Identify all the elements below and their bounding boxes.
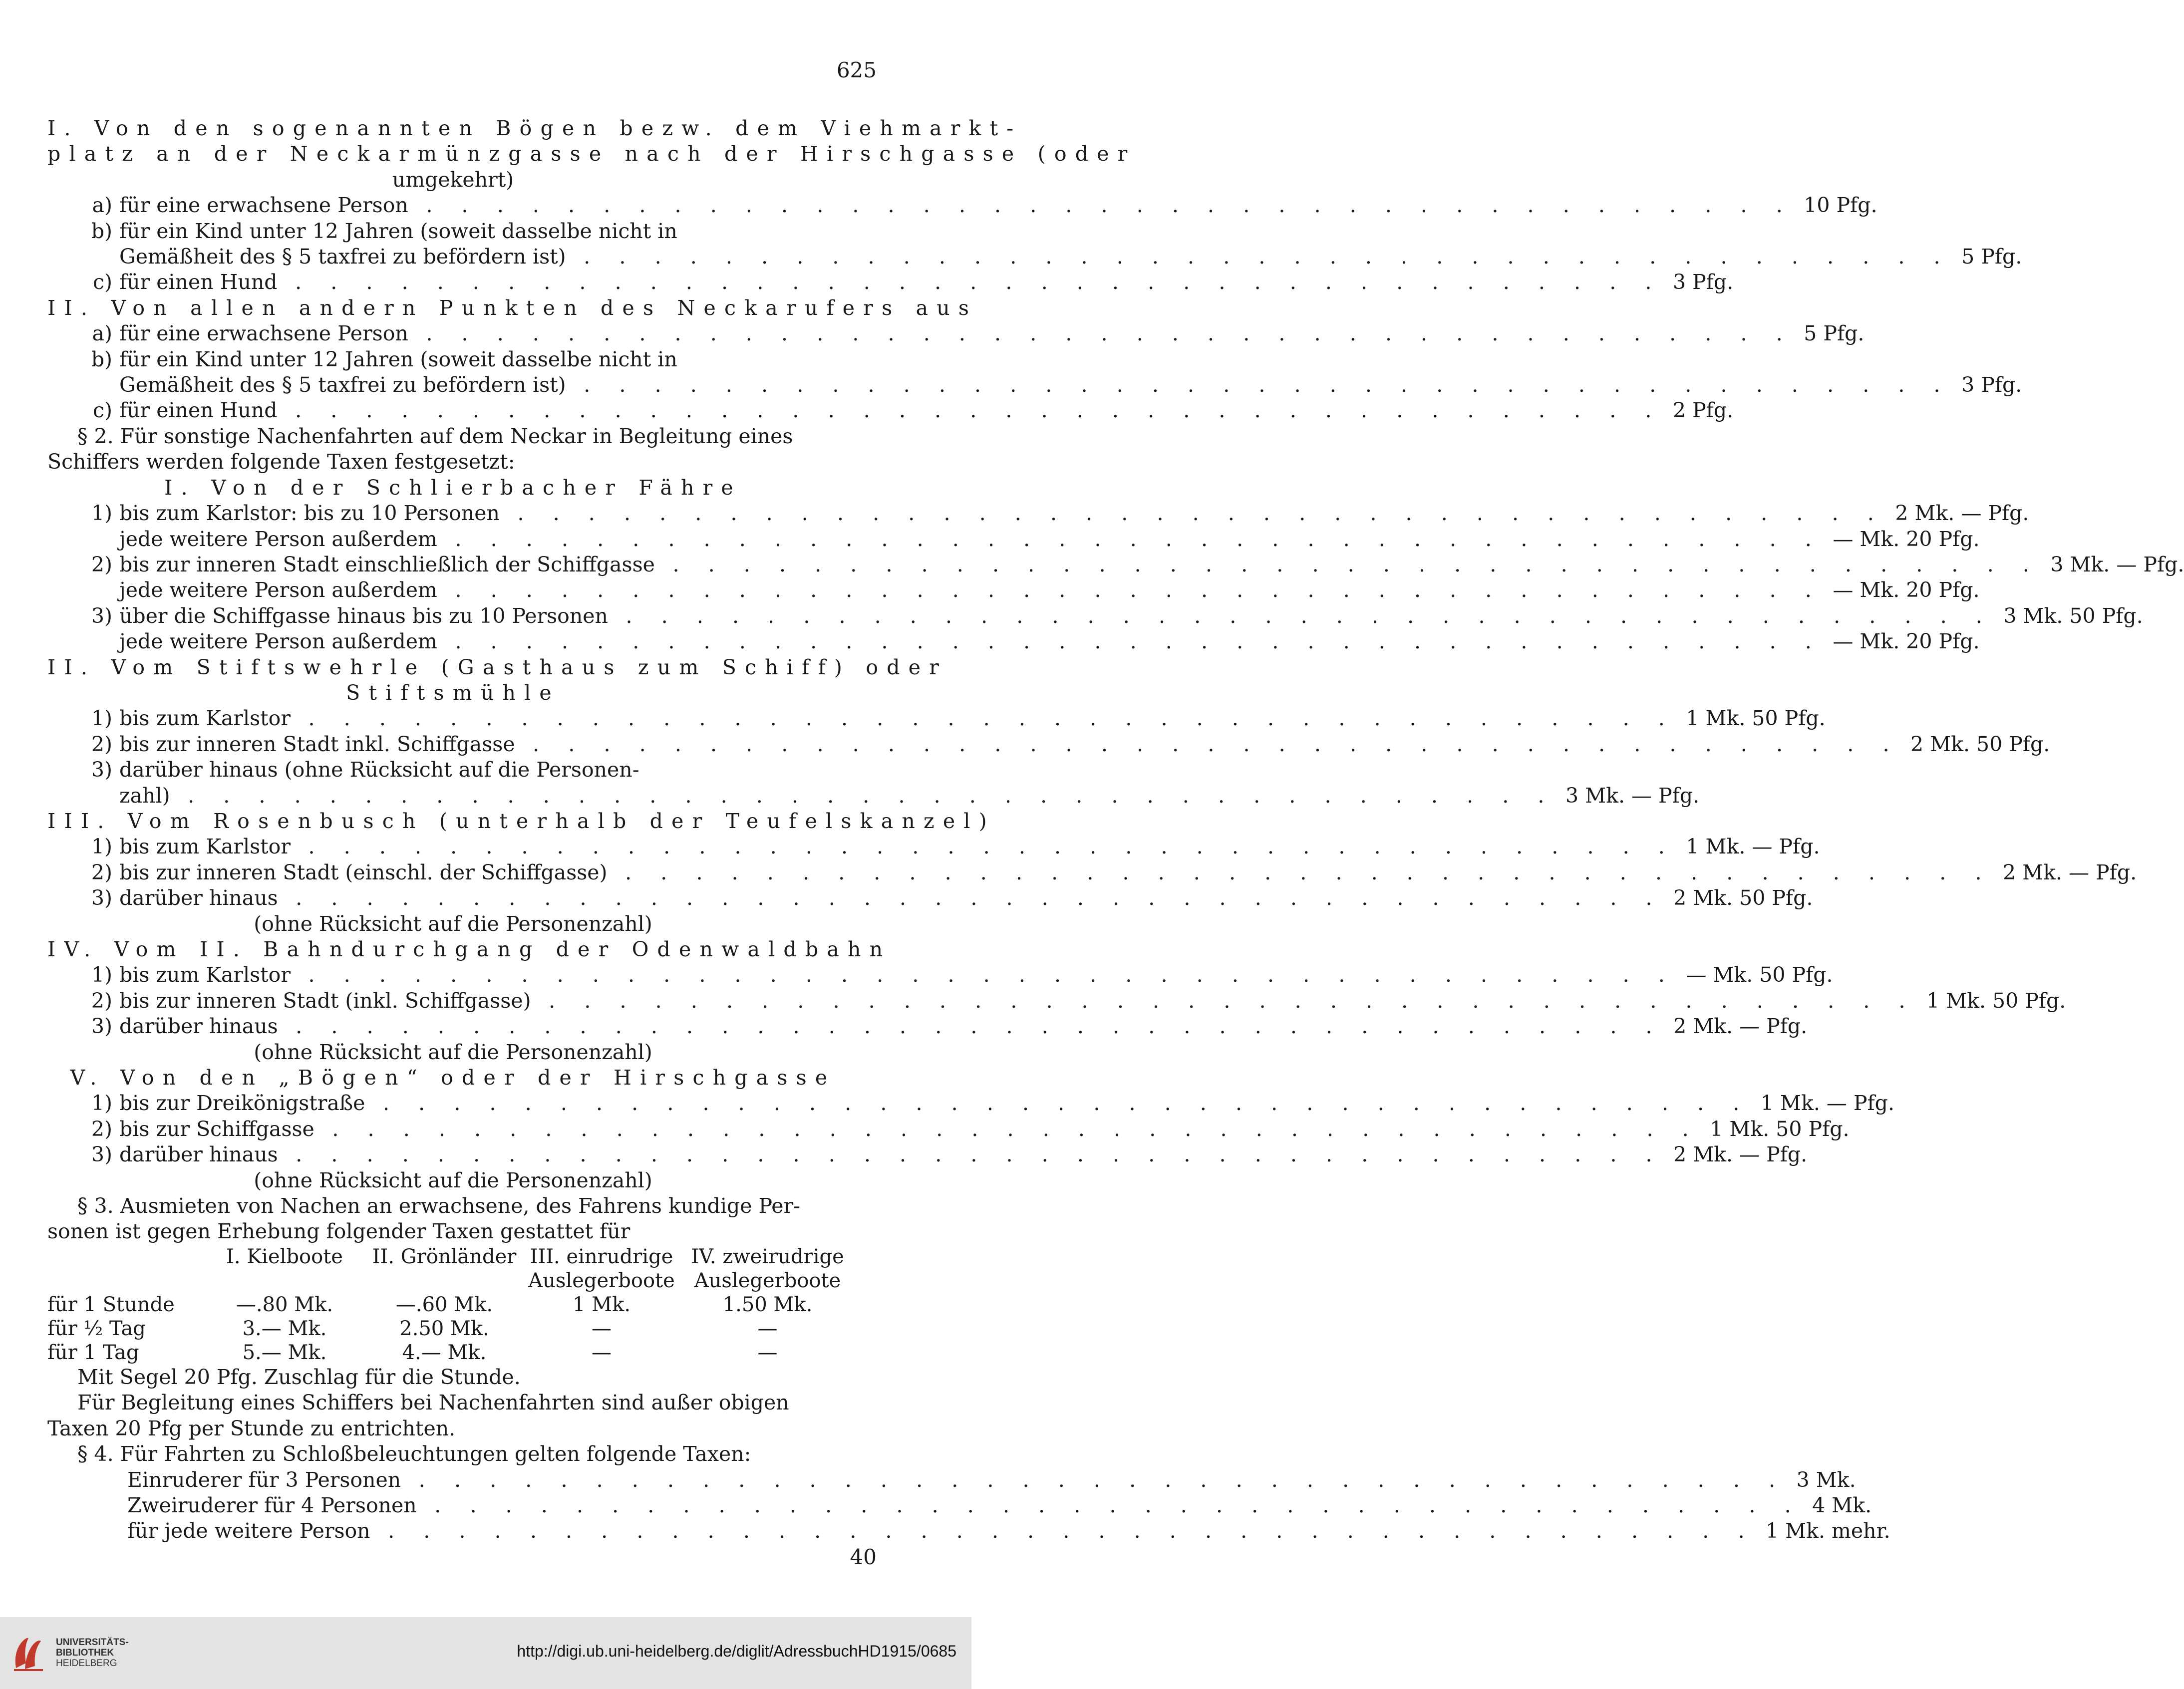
fare-row-text: bis zum Karlstor . . .	[119, 962, 1676, 988]
group-heading: II. Vom Stiftswehrle (Gasthaus zum Schiff) oder	[47, 655, 948, 679]
fare-row-text: bis zum Karlstor . . .	[119, 834, 1676, 859]
fare-row-value: 2 Mk. 50 Pfg.	[1673, 886, 1813, 910]
fare-row-text: darüber hinaus . . .	[119, 885, 1663, 911]
fare-row-label: 1)	[91, 963, 112, 987]
fare-row-text: bis zum Karlstor: bis zu 10 Personen . . .	[119, 501, 1885, 526]
fare-row	[47, 706, 1826, 731]
fare-row-label: 2)	[91, 732, 112, 756]
fare-row-label: 3)	[91, 758, 112, 782]
table-cell: 5.— Mk.	[242, 1341, 327, 1364]
section3-intro-line2: sonen ist gegen Erhebung folgender Taxen gestattet für	[47, 1219, 630, 1244]
page-content	[47, 116, 2184, 1544]
group-note: (ohne Rücksicht auf die Personenzahl)	[254, 911, 652, 936]
fare-row-value: — Mk. 20 Pfg.	[1833, 527, 1980, 551]
fare-row-label: 1)	[91, 835, 112, 859]
fare-row-label: 3)	[91, 886, 112, 910]
fare-row-value: 2 Mk. — Pfg.	[2003, 860, 2137, 884]
fare-row-label: 1)	[91, 1091, 112, 1116]
table-cell: —	[592, 1317, 612, 1340]
section2-intro-line2: Schiffers werden folgende Taxen festgesetzt:	[47, 450, 515, 474]
fare-row	[47, 732, 2050, 757]
heading-II: II. Von allen andern Punkten des Neckarufers aus	[47, 295, 978, 320]
fare-row-value: — Mk. 20 Pfg.	[1833, 629, 1980, 654]
fare-row-text: bis zum Karlstor . . .	[119, 706, 1676, 731]
section2-intro-line1: § 2. Für sonstige Nachenfahrten auf dem Neckar in Begleitung eines	[77, 424, 793, 448]
table-header-sub: Auslegerboote	[528, 1269, 675, 1292]
fare-row	[47, 577, 1980, 603]
table-header	[47, 1245, 207, 1269]
fare-row-label: 2)	[91, 552, 112, 576]
fare-row-text: jede weitere Person außerdem . . .	[119, 577, 1823, 603]
table-cell: —	[757, 1317, 778, 1340]
fare-row	[47, 1518, 1890, 1544]
fare-row	[47, 1467, 1856, 1493]
table-cell: für ½ Tag	[47, 1317, 146, 1340]
fare-row-text: bis zur inneren Stadt einschließlich der Schiffgasse . . .	[119, 552, 2040, 577]
fare-row-label: 3)	[91, 603, 112, 628]
table-cell: für 1 Stunde	[47, 1293, 175, 1316]
table-cell: 2.50 Mk.	[399, 1317, 489, 1340]
fare-row: b) für ein Kind unter 12 Jahren (soweit dasselbe nicht in	[91, 219, 677, 243]
source-url-link[interactable]: http://digi.ub.uni-heidelberg.de/diglit/AdressbuchHD1915/0685	[517, 1642, 956, 1660]
rental-table	[47, 1245, 859, 1365]
fare-row-value: 1 Mk. mehr.	[1766, 1519, 1890, 1543]
fare-row-text: bis zur Dreikönigstraße . . .	[119, 1091, 1751, 1116]
table-header: I. Kielboote	[226, 1245, 343, 1268]
fare-row-value: 3 Mk. — Pfg.	[1565, 783, 1700, 808]
fare-row	[47, 962, 1833, 988]
fare-row	[47, 603, 2143, 629]
accompaniment-line1: Für Begleitung eines Schiffers bei Nachenfahrten sind außer obigen	[77, 1391, 789, 1415]
fare-row-text: über die Schiffgasse hinaus bis zu 10 Personen . . .	[119, 603, 1993, 629]
group-note: (ohne Rücksicht auf die Personenzahl)	[254, 1040, 652, 1064]
table-cell: 3.— Mk.	[242, 1317, 327, 1340]
fare-row-value: 2 Mk. — Pfg.	[1895, 501, 2029, 526]
section4-intro: § 4. Für Fahrten zu Schloßbeleuchtungen gelten folgende Taxen:	[77, 1442, 751, 1466]
fare-row-value: — Mk. 50 Pfg.	[1686, 963, 1833, 987]
fare-row-value: 3 Mk. — Pfg.	[2050, 552, 2184, 576]
section3-intro-line1: § 3. Ausmieten von Nachen an erwachsene, des Fahrens kundige Per-	[77, 1194, 800, 1218]
fare-row	[47, 552, 2184, 577]
table-cell: für 1 Tag	[47, 1341, 139, 1364]
fare-row-value: 1 Mk. — Pfg.	[1760, 1091, 1894, 1116]
fare-row-text: jede weitere Person außerdem . . .	[119, 629, 1823, 654]
fare-row-value: 3 Mk.	[1796, 1467, 1856, 1492]
group-heading: V. Von den „Bögen“ oder der Hirschgasse	[70, 1066, 836, 1090]
table-cell: 4.— Mk.	[402, 1341, 487, 1364]
sail-note: Mit Segel 20 Pfg. Zuschlag für die Stunde.	[77, 1365, 521, 1389]
table-cell: 1 Mk.	[572, 1293, 631, 1316]
fare-row-label: 1)	[91, 706, 112, 731]
fare-row	[47, 757, 859, 783]
fare-row-text: bis zur Schiffgasse . . .	[119, 1117, 1700, 1142]
fare-row-text: jede weitere Person außerdem . . .	[119, 527, 1823, 552]
table-header-sub	[207, 1269, 362, 1293]
fare-row	[47, 1091, 1894, 1116]
fare-row	[47, 527, 1980, 552]
fare-row	[47, 834, 1820, 859]
table-header-sub: Auslegerboote	[694, 1269, 841, 1292]
fare-row-value: 1 Mk. 50 Pfg.	[1686, 706, 1826, 731]
library-logo-icon	[11, 1633, 46, 1673]
fare-row	[47, 860, 2137, 885]
fare-row: c) für einen Hund . . . 3 Pfg.	[47, 270, 859, 295]
page-number-bottom: 40	[850, 1545, 877, 1569]
library-name: UNIVERSITÄTS- BIBLIOTHEK HEIDELBERG	[56, 1637, 129, 1669]
heading-I-line2: platz an der Neckarmünzgasse nach der Hirschgasse (oder	[47, 142, 1136, 166]
table-header-sub	[362, 1269, 527, 1293]
fare-row	[47, 501, 2029, 526]
fare-row-value: 1 Mk. 50 Pfg.	[1926, 988, 2066, 1013]
fare-row-label: 2)	[91, 988, 112, 1013]
fare-row-label: 2)	[91, 1117, 112, 1141]
fare-row-label: 2)	[91, 860, 112, 884]
fare-row-value: 2 Mk. 50 Pfg.	[1910, 732, 2050, 756]
fare-row-text: darüber hinaus . . .	[119, 1014, 1663, 1039]
fare-row-label: 3)	[91, 1142, 112, 1167]
fare-row-text: bis zur inneren Stadt (inkl. Schiffgasse) . . .	[119, 988, 1916, 1014]
section4-rows	[47, 1467, 1890, 1544]
fare-row-value: 3 Mk. 50 Pfg.	[2003, 603, 2143, 628]
fare-row-value: — Mk. 20 Pfg.	[1833, 578, 1980, 602]
fare-row-text: Einruderer für 3 Personen . . .	[127, 1467, 1787, 1493]
fare-row-value: 2 Mk. — Pfg.	[1673, 1142, 1808, 1167]
fare-row-text: darüber hinaus (ohne Rücksicht auf die Personen-	[119, 758, 639, 782]
fare-row-continuation: Gemäßheit des § 5 taxfrei zu befördern ist) . . . 3 Pfg.	[47, 372, 859, 398]
section2-groups	[47, 475, 2184, 1193]
heading-I-line3: umgekehrt)	[392, 167, 514, 192]
fare-row-value: 1 Mk. 50 Pfg.	[1710, 1117, 1850, 1141]
fare-row	[47, 1117, 1850, 1142]
fare-row	[47, 1493, 1872, 1518]
group-note: (ohne Rücksicht auf die Personenzahl)	[254, 1168, 652, 1192]
fare-row	[47, 1014, 1808, 1039]
group-heading: I. Von der Schlierbacher Fähre	[164, 475, 742, 500]
fare-row-label: 1)	[91, 501, 112, 526]
table-cell: 1.50 Mk.	[722, 1293, 813, 1316]
fare-row-text: bis zur inneren Stadt inkl. Schiffgasse . . .	[119, 732, 1900, 757]
table-cell: —	[757, 1341, 778, 1364]
table-cell: —.80 Mk.	[236, 1293, 333, 1316]
fare-row-continuation: Gemäßheit des § 5 taxfrei zu befördern ist) . . . 5 Pfg.	[47, 244, 859, 270]
fare-row	[47, 1142, 1808, 1167]
fare-row	[47, 988, 2066, 1014]
group-heading: III. Vom Rosenbusch (unterhalb der Teufelskanzel)	[47, 809, 995, 833]
fare-row: c) für einen Hund . . . 2 Pfg.	[47, 398, 859, 423]
group-heading: IV. Vom II. Bahndurchgang der Odenwaldbahn	[47, 937, 892, 961]
table-header: IV. zweirudrige	[691, 1245, 844, 1268]
page-number-top: 625	[836, 58, 877, 82]
table-cell: —	[592, 1341, 612, 1364]
footer-bar	[0, 1617, 971, 1689]
fare-row-value: 1 Mk. — Pfg.	[1686, 835, 1820, 859]
fare-row-text: Zweiruderer für 4 Personen . . .	[127, 1493, 1802, 1518]
table-header: III. einrudrige	[530, 1245, 673, 1268]
fare-row: b) für ein Kind unter 12 Jahren (soweit dasselbe nicht in	[91, 347, 677, 371]
table-header: II. Grönländer	[372, 1245, 517, 1268]
fare-row	[47, 885, 1813, 911]
heading-I-line1: I. Von den sogenannten Bögen bezw. dem Viehmarkt-	[47, 116, 1022, 140]
fare-row-text: für jede weitere Person . . .	[127, 1518, 1756, 1544]
table-cell: —.60 Mk.	[395, 1293, 493, 1316]
fare-row-value: 2 Mk. — Pfg.	[1673, 1014, 1808, 1039]
fare-row-text: bis zur inneren Stadt (einschl. der Schiffgasse) . . .	[119, 860, 1993, 885]
group-heading-cont: Stiftsmühle	[346, 680, 560, 705]
fare-row-label: 3)	[91, 1014, 112, 1039]
accompaniment-line2: Taxen 20 Pfg per Stunde zu entrichten.	[47, 1416, 456, 1440]
fare-row-text: darüber hinaus . . .	[119, 1142, 1663, 1167]
fare-row	[47, 783, 1700, 809]
fare-row: a) für eine erwachsene Person . . . 10 Pfg.	[47, 193, 859, 218]
table-header-sub	[47, 1269, 207, 1293]
fare-row	[47, 629, 1980, 654]
fare-row-text: zahl) . . .	[119, 783, 1556, 809]
fare-row-value: 4 Mk.	[1812, 1493, 1872, 1517]
fare-row: a) für eine erwachsene Person . . . 5 Pfg.	[47, 321, 859, 346]
